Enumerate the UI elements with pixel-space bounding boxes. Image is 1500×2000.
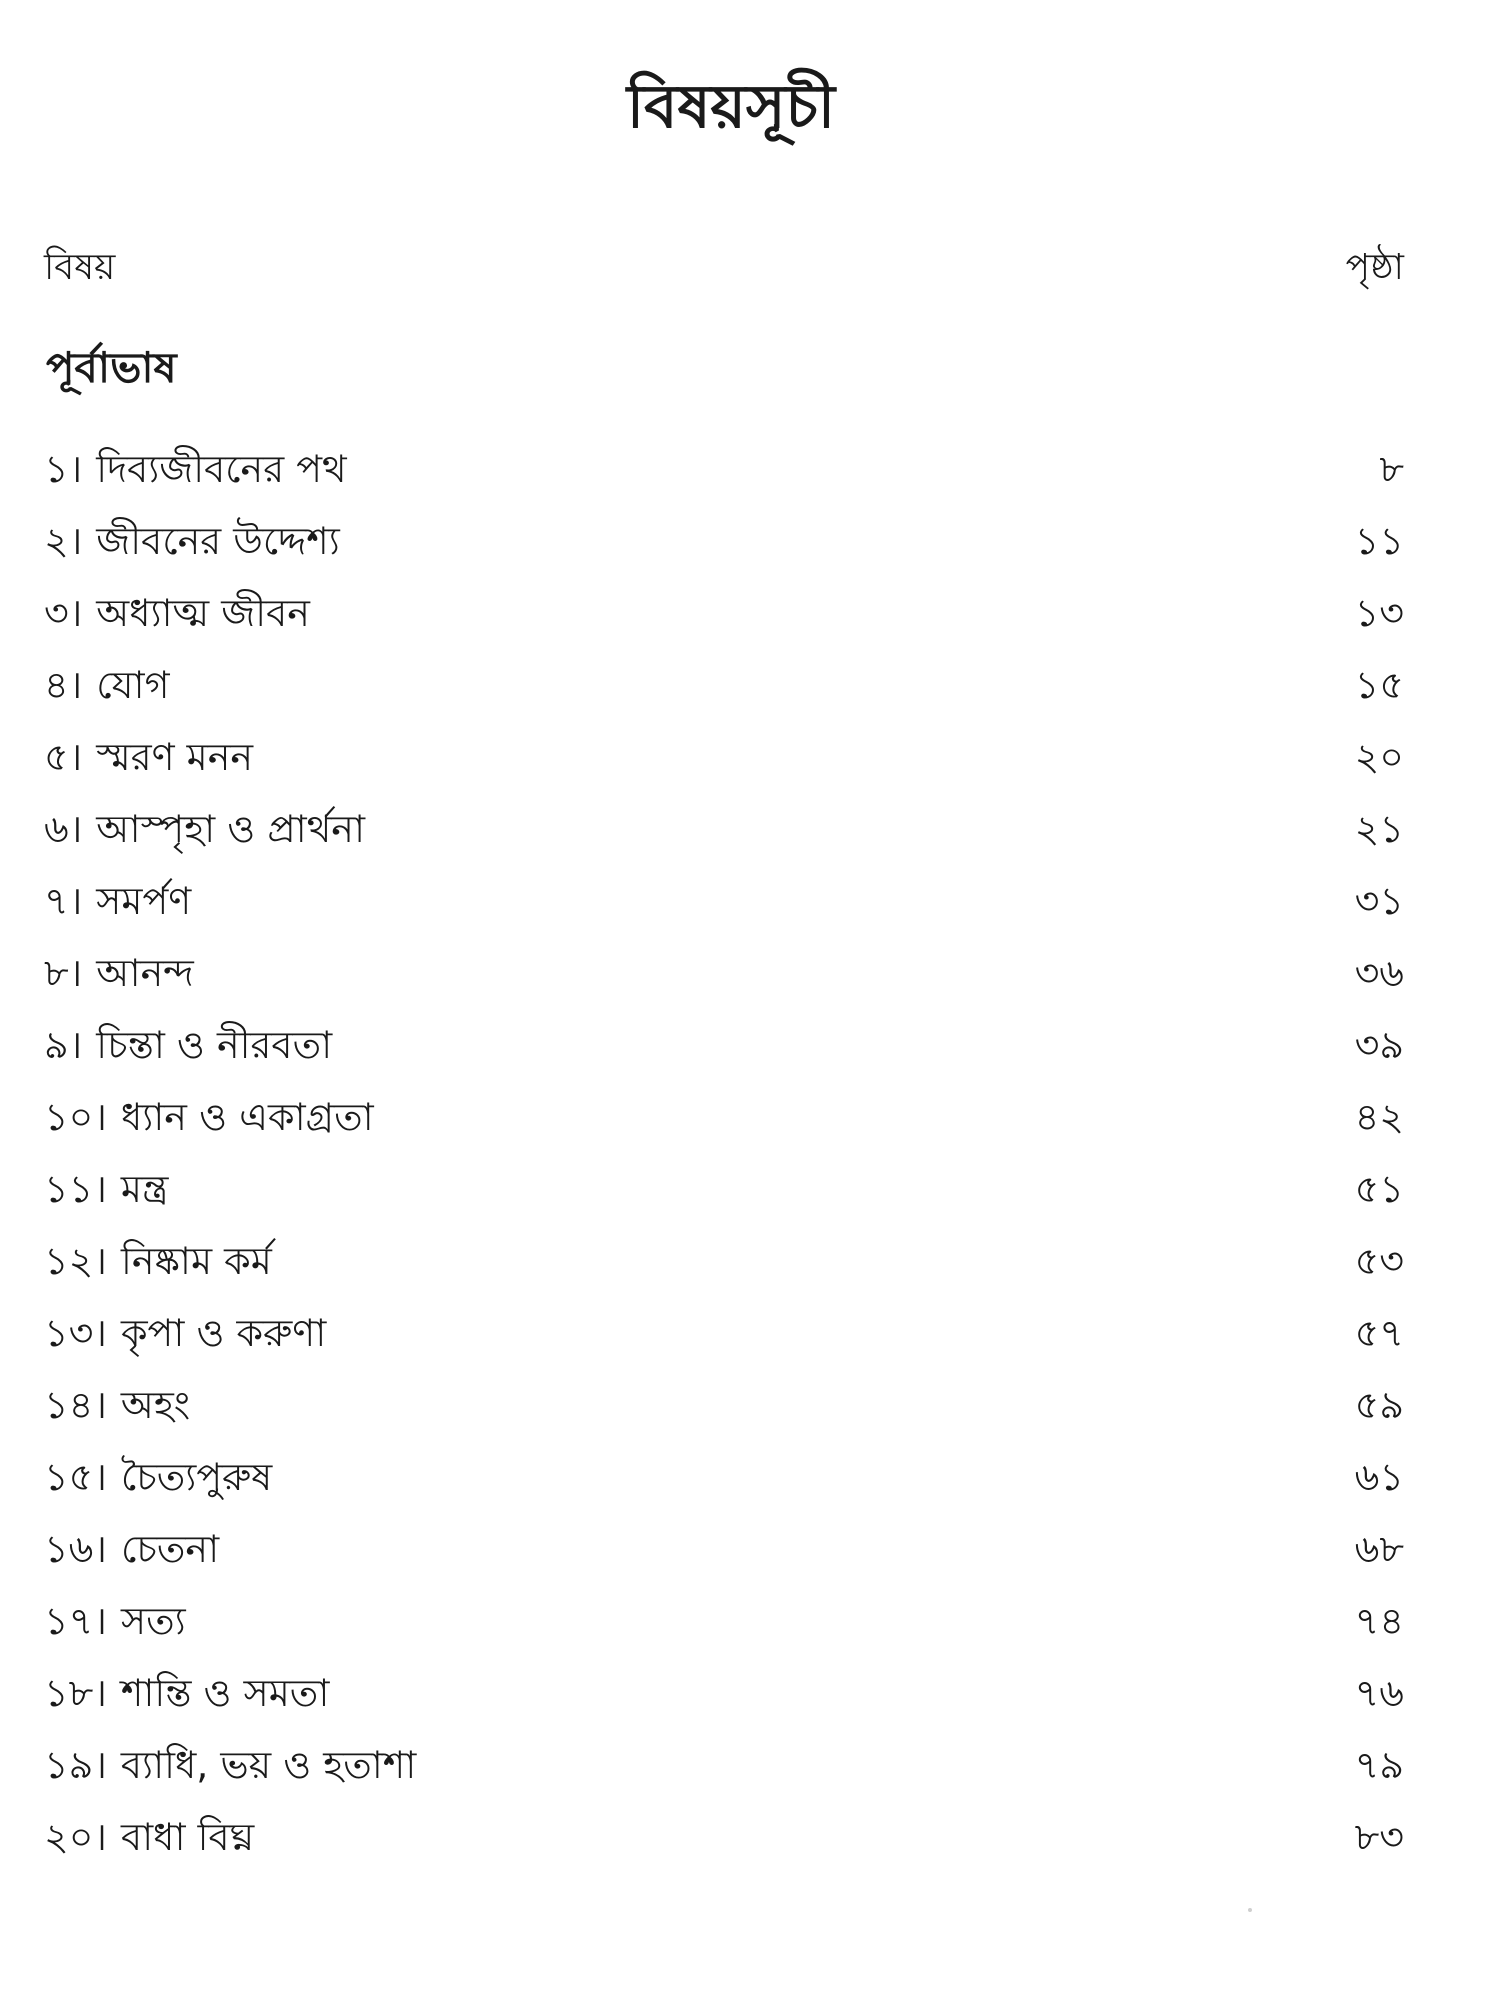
toc-entry-left xyxy=(44,944,194,1008)
toc-entry-number: ৭। xyxy=(44,879,83,923)
toc-entry-number: ৯। xyxy=(44,1023,83,1067)
toc-entry xyxy=(44,940,1404,1012)
toc-entry-left xyxy=(44,1232,272,1296)
toc-entry xyxy=(44,724,1404,796)
toc-entry-number: ৫। xyxy=(44,735,83,779)
toc-entry-page: ৩৬ xyxy=(1354,951,1404,995)
toc-entry-left xyxy=(44,1376,190,1440)
toc-entry-left xyxy=(44,1088,374,1152)
toc-entry-title: চৈত্যপুরুষ xyxy=(120,1455,273,1499)
toc-entry xyxy=(44,508,1404,580)
toc-entry-title: চিন্তা ও নীরবতা xyxy=(96,1023,333,1067)
toc-entry-title: শান্তি ও সমতা xyxy=(120,1671,330,1715)
toc-entry-left xyxy=(44,1592,186,1656)
toc-entry-left xyxy=(44,656,169,720)
toc-entry-page: ১৫ xyxy=(1354,663,1404,707)
toc-entry-page: ২০ xyxy=(1354,735,1404,779)
toc-entry xyxy=(44,436,1404,508)
toc-entry xyxy=(44,1228,1404,1300)
scan-speck xyxy=(1248,1908,1252,1912)
toc-entry xyxy=(44,652,1404,724)
toc-entry-number: ১৯। xyxy=(44,1743,107,1787)
toc-entry xyxy=(44,1300,1404,1372)
toc-entry-left xyxy=(44,1808,254,1872)
toc-entry-title: কৃপা ও করুণা xyxy=(120,1311,327,1355)
toc-entry-page: ২১ xyxy=(1354,807,1404,851)
toc-entry-page: ৮ xyxy=(1379,447,1404,491)
toc-entry xyxy=(44,1084,1404,1156)
toc-entry-number: ১। xyxy=(44,447,83,491)
toc-entry-title: বাধা বিঘ্ন xyxy=(121,1815,255,1859)
toc-entry-page: ৪২ xyxy=(1354,1095,1404,1139)
toc-entry-number: ১৩। xyxy=(44,1311,107,1355)
toc-entry-page: ৫৯ xyxy=(1354,1383,1404,1427)
toc-entry-page: ৩৯ xyxy=(1354,1023,1404,1067)
toc-entry-title: আস্পৃহা ও প্রার্থনা xyxy=(96,807,366,851)
section-heading: পূর্বাভাষ xyxy=(46,343,177,392)
toc-entry-number: ১৫। xyxy=(44,1455,107,1499)
toc-entry-number: ১৪। xyxy=(44,1383,107,1427)
toc-entry-page: ১১ xyxy=(1354,519,1404,563)
toc-entry-left xyxy=(44,440,347,504)
toc-entry xyxy=(44,1804,1404,1876)
toc-entry-page: ৫৩ xyxy=(1354,1239,1404,1283)
toc-entry-page: ৫৭ xyxy=(1354,1311,1404,1355)
toc-entry xyxy=(44,1588,1404,1660)
toc-entry-left xyxy=(44,1016,332,1080)
toc-entry-number: ১৭। xyxy=(44,1599,107,1643)
toc-entry-title: সত্য xyxy=(120,1599,186,1643)
toc-entry-left xyxy=(44,800,365,864)
toc-entry-title: অহং xyxy=(120,1383,191,1427)
toc-entry-number: ২০। xyxy=(44,1815,108,1859)
page-title: বিষয়সূচী xyxy=(626,72,836,142)
page-column-header: পৃষ্ঠা xyxy=(1345,247,1404,288)
toc-entry-page: ৬১ xyxy=(1354,1455,1404,1499)
toc-entry-title: জীবনের উদ্দেশ্য xyxy=(96,519,340,563)
toc-entry xyxy=(44,1660,1404,1732)
toc-entry-title: ধ্যান ও একাগ্রতা xyxy=(120,1095,374,1139)
toc-entry-page: ১৩ xyxy=(1354,591,1404,635)
toc-entry-left xyxy=(44,1736,416,1800)
toc-entry-page: ৭৬ xyxy=(1354,1671,1404,1715)
toc-entry-number: ৪। xyxy=(44,663,83,707)
toc-entry-title: স্মরণ মনন xyxy=(96,735,254,779)
toc-entry-title: চেতনা xyxy=(120,1527,220,1571)
toc-entry-left xyxy=(44,1448,272,1512)
toc-entry-number: ৮। xyxy=(44,951,83,995)
toc-entry-left xyxy=(44,584,310,648)
toc-entry-title: অধ্যাত্ম জীবন xyxy=(96,591,310,635)
toc-entry-title: দিব্যজীবনের পথ xyxy=(96,447,347,491)
toc-entry-left xyxy=(44,1160,168,1224)
toc-entry xyxy=(44,1372,1404,1444)
toc-entry-page: ৮৩ xyxy=(1354,1815,1404,1859)
toc-entry-number: ২। xyxy=(44,519,83,563)
toc-entry-page: ৩১ xyxy=(1354,879,1404,923)
toc-entry xyxy=(44,868,1404,940)
toc-entry xyxy=(44,580,1404,652)
toc-entry-title: নিষ্কাম কর্ম xyxy=(120,1239,272,1283)
toc-entry-page: ৭৯ xyxy=(1354,1743,1404,1787)
toc-entry-page: ৫১ xyxy=(1354,1167,1404,1211)
toc-entry-left xyxy=(44,1304,326,1368)
topic-column-header: বিষয় xyxy=(44,247,116,288)
toc-entry xyxy=(44,796,1404,868)
toc-entry-number: ৩। xyxy=(44,591,83,635)
toc-entry-title: যোগ xyxy=(96,663,170,707)
toc-entry xyxy=(44,1516,1404,1588)
toc-entry-number: ১২। xyxy=(44,1239,107,1283)
toc-entry-left xyxy=(44,728,253,792)
toc-entry xyxy=(44,1732,1404,1804)
toc-entry-left xyxy=(44,872,191,936)
toc-entry-number: ১৮। xyxy=(44,1671,107,1715)
toc-entry-title: মন্ত্র xyxy=(120,1167,169,1211)
toc-entry-left xyxy=(44,1664,329,1728)
toc-entry-page: ৭৪ xyxy=(1354,1599,1404,1643)
toc-entry-number: ১১। xyxy=(44,1167,107,1211)
toc-entry xyxy=(44,1156,1404,1228)
toc-entry-number: ১৬। xyxy=(44,1527,107,1571)
toc-entry-title: সমর্পণ xyxy=(96,879,192,923)
toc-entry-number: ১০। xyxy=(44,1095,107,1139)
toc-entry-left xyxy=(44,512,340,576)
toc-entry-page: ৬৮ xyxy=(1354,1527,1404,1571)
toc-entry-number: ৬। xyxy=(44,807,83,851)
toc-entry xyxy=(44,1012,1404,1084)
toc-list xyxy=(44,436,1404,1876)
toc-entry-left xyxy=(44,1520,219,1584)
toc-entry-title: আনন্দ xyxy=(96,951,194,995)
toc-entry xyxy=(44,1444,1404,1516)
toc-entry-title: ব্যাধি, ভয় ও হতাশা xyxy=(120,1743,417,1787)
